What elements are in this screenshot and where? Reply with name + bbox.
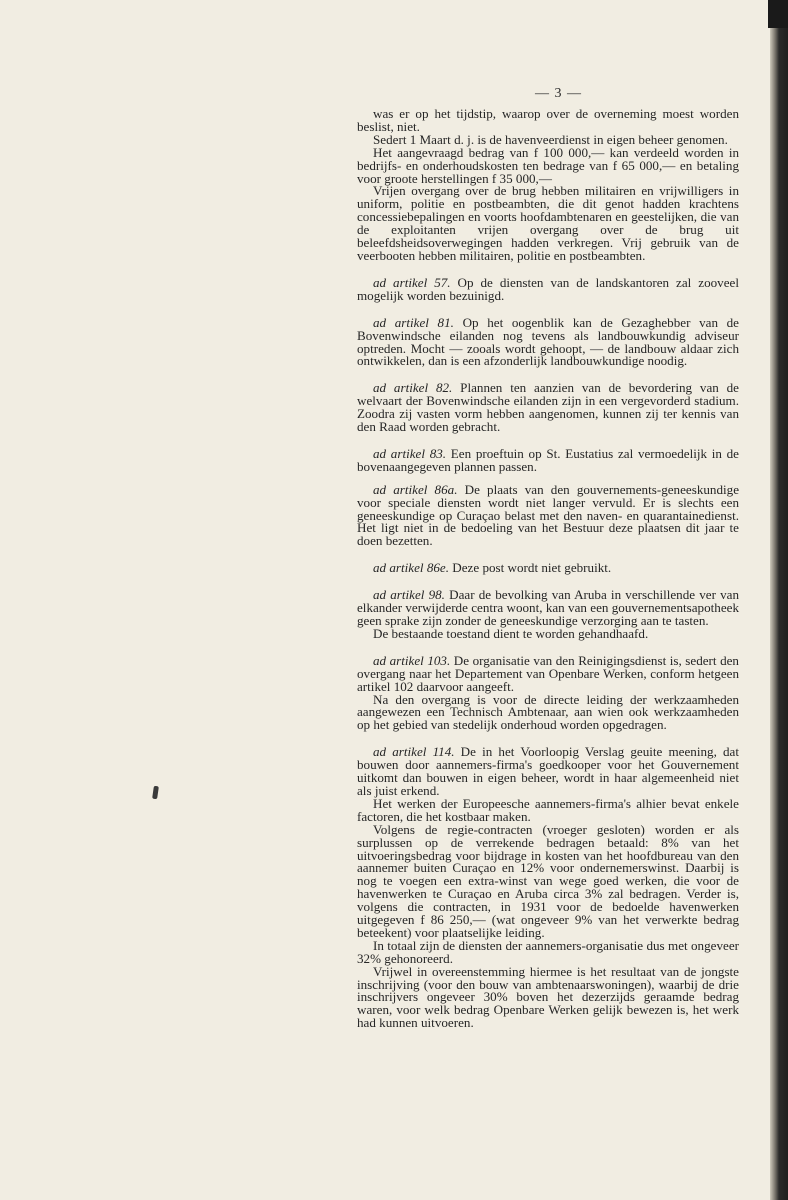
paragraph [357,625,739,641]
paragraph [357,937,739,966]
paragraph [357,144,739,186]
article-reference: ad artikel 83. [373,445,447,461]
paragraph [357,108,739,134]
article-paragraph [357,481,739,549]
paragraph-text: Deze post wordt niet gebruikt. [452,560,612,576]
paragraph-text: Plannen ten aanzien van de bevordering van de welvaart der Bovenwindsche eilanden zijn in een vergevorderd stadium. Zoodra zij vasten vorm hebben aangenomen, kunnen zij ter kennis van den Raad worden gebracht. [357,380,739,435]
paragraph [357,691,739,733]
article-reference: ad artikel 86a. [373,481,458,497]
page-body [357,108,739,1030]
paragraph-text: Sedert 1 Maart d. j. is de havenveerdienst in eigen beheer genomen. [373,131,728,147]
paragraph-text: In totaal zijn de diensten der aannemers-organisatie dus met ongeveer 32% gehonoreerd. [357,937,739,966]
paragraph-text: Volgens de regie-contracten (vroeger gesloten) worden er als surplussen op de verrekende bedragen betaald: 8% van het uitvoeringsbedrag voor bijdrage in kosten van het hoofdbureau van den aannemer buiten Curaçao en 12% voor ondernemerswinst. Daarbij is nog te voegen een extra-winst van wege goed werken, die voor de havenwerken te Curaçao en Aruba circa 3% zal bedragen. Verder is, volgens die contracten, in 1931 voor de bedoelde havenwerken uitgegeven f 86 250,— (wat ongeveer 9% van het verwerkte bedrag beteekent) voor plaatselijke leiding. [357,821,739,940]
paragraph-text: Na den overgang is voor de directe leiding der werkzaamheden aangewezen een Technisch Ambtenaar, aan wien ook werkzaamheden op het gebied van stedelijk onderhoud worden opgedragen. [357,691,739,733]
article-reference: ad artikel 103. [373,652,451,668]
paragraph-text: De in het Voorloopig Verslag geuite meening, dat bouwen door aannemers-firma's goedkooper voor het Gouvernement uitkomt dan bouwen in eigen beheer, wordt in haar algemeenheid niet als juist erkend. [357,744,739,798]
scanner-corner [768,0,788,28]
paragraph [357,821,739,940]
paragraph [357,963,739,1031]
article-reference: ad artikel 98. [373,587,445,603]
page-number: — 3 — [535,86,582,101]
article-paragraph [357,589,739,628]
paragraph-text: was er op het tijdstip, waarop over de overneming moest worden beslist, niet. [357,106,739,134]
paragraph-text: Daar de bevolking van Aruba in verschillende ver van elkander verwijderde centra woont, kan van een gouvernementsapotheek geen sprake zijn zonder de geneeskundige verzorging aan te tasten. [357,587,740,628]
paragraph-text: Op de diensten van de landskantoren zal zooveel mogelijk worden bezuinigd. [357,274,739,303]
paragraph-text: Op het oogenblik kan de Gezaghebber van de Bovenwindsche eilanden nog tevens als landbouwkundig adviseur optreden. Mocht — zooals wordt gehoopt, — de landbouw aldaar zich ontwikkelen, dan is een afzonderlijk landbouwkundige noodig. [357,314,739,369]
article-paragraph [357,274,739,303]
article-paragraph [357,382,739,434]
article-reference: ad artikel 114. [373,744,455,760]
page-edge-shadow [770,0,788,1200]
ink-speck [152,786,159,800]
article-reference: ad artikel 81. [373,314,454,330]
article-paragraph [357,562,739,575]
paragraph-text: De organisatie van den Reinigingsdienst is, sedert den overgang naar het Departement van Openbare Werken, conform hetgeen artikel 102 daarvoor aangeeft. [357,652,739,694]
paragraph-text: Vrijwel in overeenstemming hiermee is het resultaat van de jongste inschrijving (voor den bouw van ambtenaarswoningen), waarbij de drie inschrijvers ongeveer 30% boven het dezerzijds geraamde bedrag waren, voor welk bedrag Openbare Werken gelijk bewezen is, het werk had kunnen uitvoeren. [357,963,739,1031]
paragraph [357,185,739,262]
article-paragraph [357,314,739,369]
article-reference: ad artikel 82. [373,380,453,396]
article-reference: ad artikel 86e. [373,560,449,576]
paragraph-text: Het aangevraagd bedrag van f 100 000,— kan verdeeld worden in bedrijfs- en onderhoudskosten ten bedrage van f 65 000,— en betaling voor groote herstellingen f 35 000,— [357,144,739,186]
article-paragraph [357,445,739,474]
paragraph-text: De plaats van den gouvernements-geneeskundige voor speciale diensten wordt niet langer vervuld. Er is slechts een geneeskundige op Curaçao belast met den naven- en quarantainedienst. Het ligt niet in de bedoeling van het Bestuur deze plaatsen dit jaar te doen bezetten. [357,481,739,549]
paragraph-text: Vrijen overgang over de brug hebben militairen en vrijwilligers in uniform, politie en postbeambten, die dit genot hadden krachtens concessiebepalingen en voorts hoofdambtenaren en geestelijken, die van de exploitanten vrijen overgang over de brug uit beleefdsheidsoverwegingen hadden verkregen. Vrij gebruik van de veerbooten hebben militairen, politie en postbeambten. [357,183,739,263]
paragraph-text: Een proeftuin op St. Eustatius zal vermoedelijk in de bovenaangegeven plannen passen. [357,445,739,474]
paragraph [357,795,739,824]
article-paragraph [357,746,739,798]
article-reference: ad artikel 57. [373,274,451,290]
paragraph-text: Het werken der Europeesche aannemers-firma's alhier bevat enkele factoren, die het kostbaar maken. [357,795,739,824]
article-paragraph [357,652,739,694]
paragraph-text: De bestaande toestand dient te worden gehandhaafd. [373,625,649,641]
